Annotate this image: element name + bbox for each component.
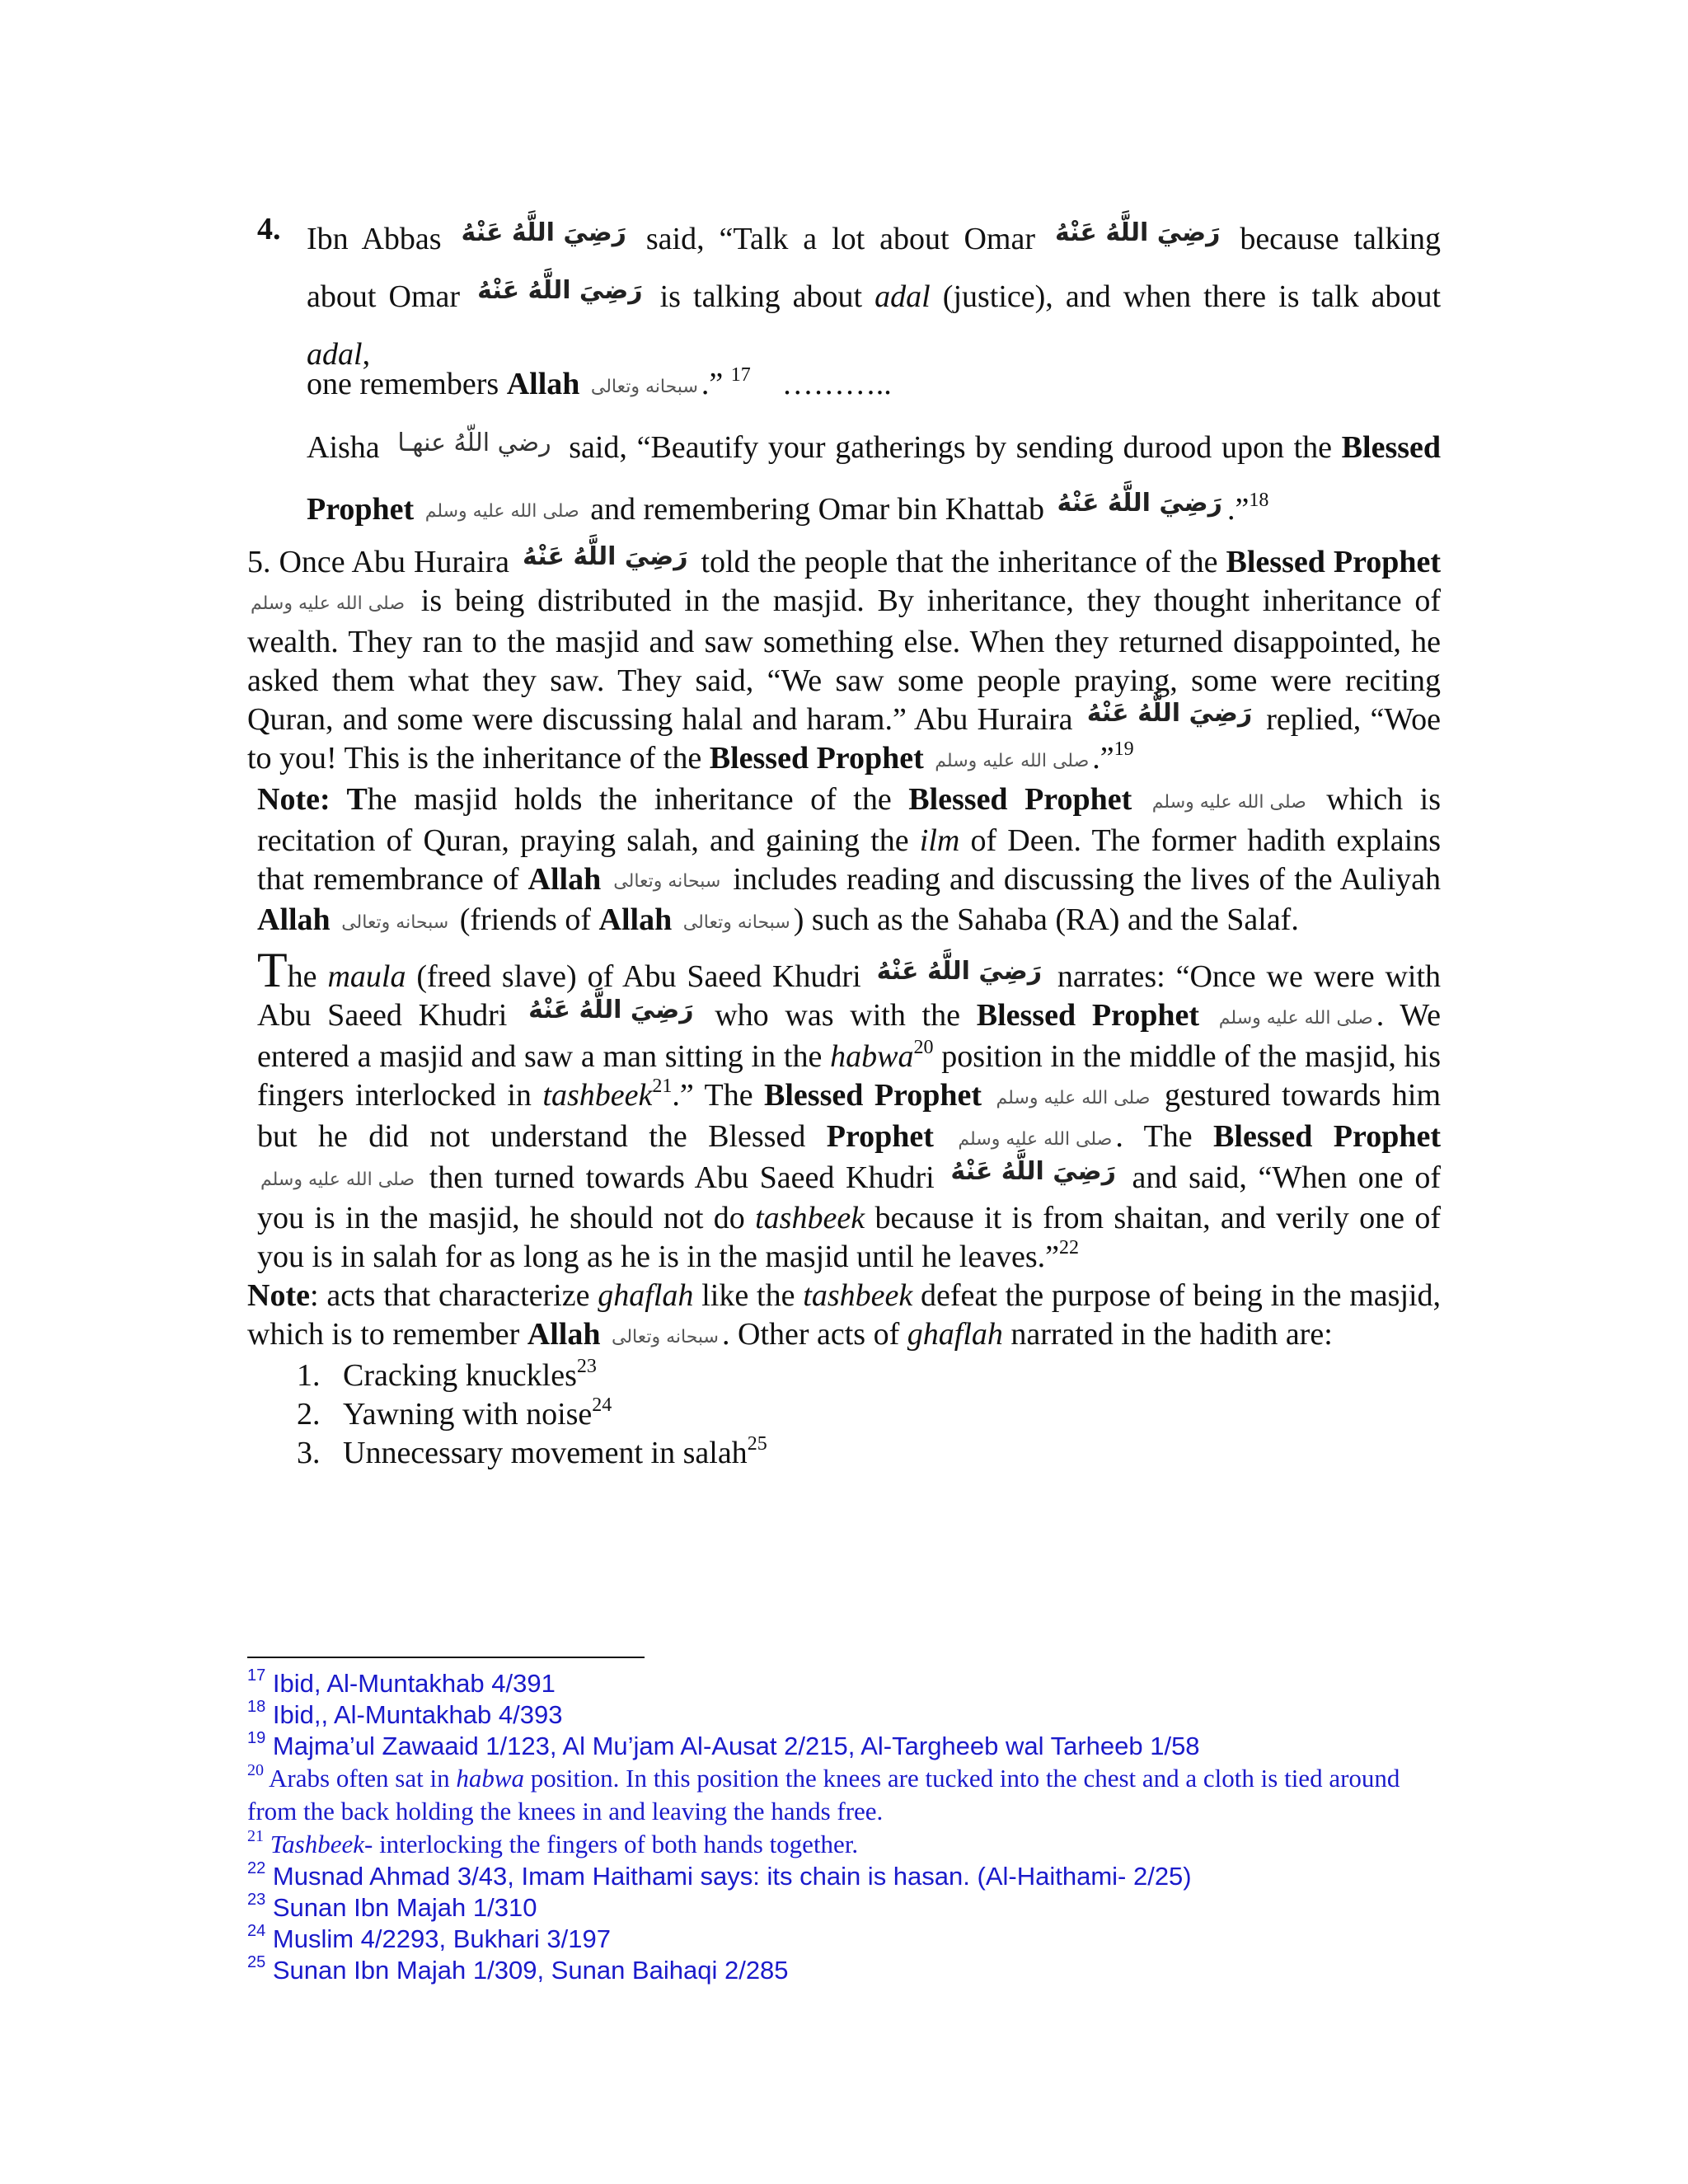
- radiallahu-anhu-glyph: رَضِيَ اللَّهُ عَنْهُ: [461, 218, 626, 248]
- footnote-20: $^{20}$ Arabs often sat in habwa position. In this position the knees are tucked into the chest and a cloth is tied around from the back holding the knees in and leaving the hands free.: [247, 1761, 1400, 1825]
- swt-glyph: سبحانه وتعالى: [612, 1327, 719, 1348]
- saw-glyph: صلى الله عليه وسلم: [958, 1128, 1113, 1150]
- item-4: [247, 210, 1441, 541]
- item-4-para-1-end: one remembers Allah سبحانه وتعالى .” $^{17}$ ………..: [307, 365, 1441, 406]
- saw-glyph: صلى الله عليه وسلم: [1151, 791, 1306, 813]
- footnote-18: $^{18}$ Ibid,, Al-Muntakhab 4/393: [247, 1698, 563, 1729]
- footnote-24: $^{24}$ Muslim 4/2293, Bukhari 3/197: [247, 1922, 611, 1953]
- saw-glyph: صلى الله عليه وسلم: [935, 750, 1090, 771]
- radiallahu-anhu-glyph: رَضِيَ اللَّهُ عَنْهُ: [876, 956, 1042, 986]
- main-text: [247, 210, 1441, 1473]
- radiallahu-anhu-glyph: رَضِيَ اللَّهُ عَنْهُ: [523, 541, 688, 571]
- note-1: Note: The masjid holds the inheritance of the Blessed Prophet صلى الله عليه وسلم which is recitation of Quran, praying salah, and gaining the ilm of Deen. The former hadith explains that remembrance of Allah سبحانه وتعالى includes reading and discussing the lives of the Auliyah Allah سبحانه وتعالى (friends of Allah سبحانه وتعالى ) such as the Sahaba (RA) and the Salaf.: [257, 780, 1441, 942]
- item-4-para-2: Aisha رضي اللّهُ عنهـا said, “Beautify your gatherings by sending durood upon the Blessed Prophet صلى الله عليه وسلم and remembering Omar bin Khattab رَضِيَ اللَّهُ عَنْهُ .”$^{18}$: [307, 418, 1441, 542]
- radiallahu-anhu-glyph: رَضِيَ اللَّهُ عَنْهُ: [477, 276, 643, 306]
- radiallahu-anhu-glyph: رَضِيَ اللَّهُ عَنْهُ: [1054, 218, 1221, 248]
- item-4-para-1: Ibn Abbas رَضِيَ اللَّهُ عَنْهُ said, “Talk a lot about Omar رَضِيَ اللَّهُ عَنْهُ because talking about Omar رَضِيَ اللَّهُ عَنْهُ is talking about adal (justice), and when there is talk about adal,: [307, 218, 1442, 372]
- radiallahu-anhu-glyph: رَضِيَ اللَّهُ عَنْهُ: [950, 1156, 1116, 1186]
- list-item: 2. Yawning with noise$^{24}$: [297, 1394, 612, 1432]
- swt-glyph: سبحانه وتعالى: [682, 912, 790, 934]
- saw-glyph: صلى الله عليه وسلم: [424, 501, 579, 523]
- footnote-ref-25[interactable]: 25: [747, 1433, 767, 1455]
- note-2: Note: acts that characterize ghaflah like the tashbeek defeat the purpose of being in the masjid, which is to remember Allah سبحانه وتعالى . Other acts of ghaflah narrated in the hadith are:: [247, 1277, 1441, 1357]
- footnotes: [247, 1668, 1451, 1986]
- radiallahu-anhu-glyph: رَضِيَ اللَّهُ عَنْهُ: [528, 995, 694, 1024]
- list-item: 1. Cracking knuckles$^{23}$: [297, 1356, 597, 1394]
- item-5: 5. Once Abu Huraira رَضِيَ اللَّهُ عَنْهُ told the people that the inheritance of the Blessed Prophet صلى الله عليه وسلم is being distributed in the masjid. By inheritance, they thought inheritance of wealth. They ran to the masjid and saw something else. When they returned disappointed, he asked them what they saw. They said, “We saw some people praying, some were reciting Quran, and some were discussing halal and haram.” Abu Huraira رَضِيَ اللَّهُ عَنْهُ replied, “Woe to you! This is the inheritance of the Blessed Prophet صلى الله عليه وسلم .”$^{19}$: [247, 543, 1441, 780]
- saw-glyph: صلى الله عليه وسلم: [1218, 1008, 1373, 1029]
- radiallahu-anhu-glyph: رَضِيَ اللَّهُ عَنْهُ: [1057, 489, 1222, 518]
- footnote-ref-22[interactable]: 22: [1059, 1237, 1080, 1259]
- footnote-ref-19[interactable]: 19: [1114, 738, 1134, 761]
- footnote-ref-21[interactable]: 21: [652, 1076, 673, 1098]
- saw-glyph: صلى الله عليه وسلم: [251, 593, 405, 615]
- footnote-21: $^{21}$ Tashbeek- interlocking the fingers of both hands together.: [247, 1827, 859, 1858]
- footnote-ref-17[interactable]: 17: [730, 364, 751, 386]
- swt-glyph: سبحانه وتعالى: [590, 376, 698, 397]
- item-4-number: 4.: [257, 212, 281, 246]
- footnote-17: $^{17}$ Ibid, Al-Muntakhab 4/391: [247, 1666, 556, 1698]
- maula-narration: The maula (freed slave) of Abu Saeed Khudri رَضِيَ اللَّهُ عَنْهُ narrates: “Once we were with Abu Saeed Khudri رَضِيَ اللَّهُ عَنْهُ who was with the Blessed Prophet صلى الله عليه وسلم . We entered a masjid and saw a man sitting in the habwa$^{20}$ position in the middle of the masjid, his fingers interlocked in tashbeek$^{21}$.” The Blessed Prophet صلى الله عليه وسلم gestured towards him but he did not understand the Blessed Prophet صلى الله عليه وسلم . The Blessed Prophet صلى الله عليه وسلم then turned towards Abu Saeed Khudri رَضِيَ اللَّهُ عَنْهُ and said, “When one of you is in the masjid, he should not do tashbeek because it is from shaitan, and verily one of you is in salah for as long as he is in the masjid until he leaves.”$^{22}$: [257, 943, 1442, 1275]
- swt-glyph: سبحانه وتعالى: [613, 871, 721, 893]
- footnote-22: $^{22}$ Musnad Ahmad 3/43, Imam Haithami says: its chain is hasan. (Al-Haithami- 2/25): [247, 1859, 1192, 1891]
- saw-glyph: صلى الله عليه وسلم: [260, 1169, 415, 1191]
- drop-cap: T: [257, 943, 288, 998]
- footnote-separator: [247, 1657, 645, 1658]
- footnote-ref-23[interactable]: 23: [576, 1356, 597, 1378]
- footnote-25: $^{25}$ Sunan Ibn Majah 1/309, Sunan Baihaqi 2/285: [247, 1953, 789, 1985]
- footnote-ref-20[interactable]: 20: [913, 1037, 934, 1059]
- saw-glyph: صلى الله عليه وسلم: [996, 1087, 1151, 1108]
- radiallahu-anhu-glyph: رَضِيَ اللَّهُ عَنْهُ: [1086, 699, 1253, 729]
- footnote-ref-24[interactable]: 24: [592, 1394, 612, 1417]
- list-item: 3. Unnecessary movement in salah$^{25}$: [297, 1433, 767, 1471]
- footnote-23: $^{23}$ Sunan Ibn Majah 1/310: [247, 1891, 537, 1922]
- ghaflah-list: [297, 1357, 1441, 1473]
- footnote-19: $^{19}$ Majma’ul Zawaaid 1/123, Al Mu’jam Al-Ausat 2/215, Al-Targheeb wal Tarheeb 1/58: [247, 1729, 1200, 1760]
- radiallahu-anha-glyph: رضي اللّهُ عنهـا: [397, 429, 551, 458]
- swt-glyph: سبحانه وتعالى: [341, 912, 449, 934]
- footnote-ref-18[interactable]: 18: [1249, 490, 1269, 512]
